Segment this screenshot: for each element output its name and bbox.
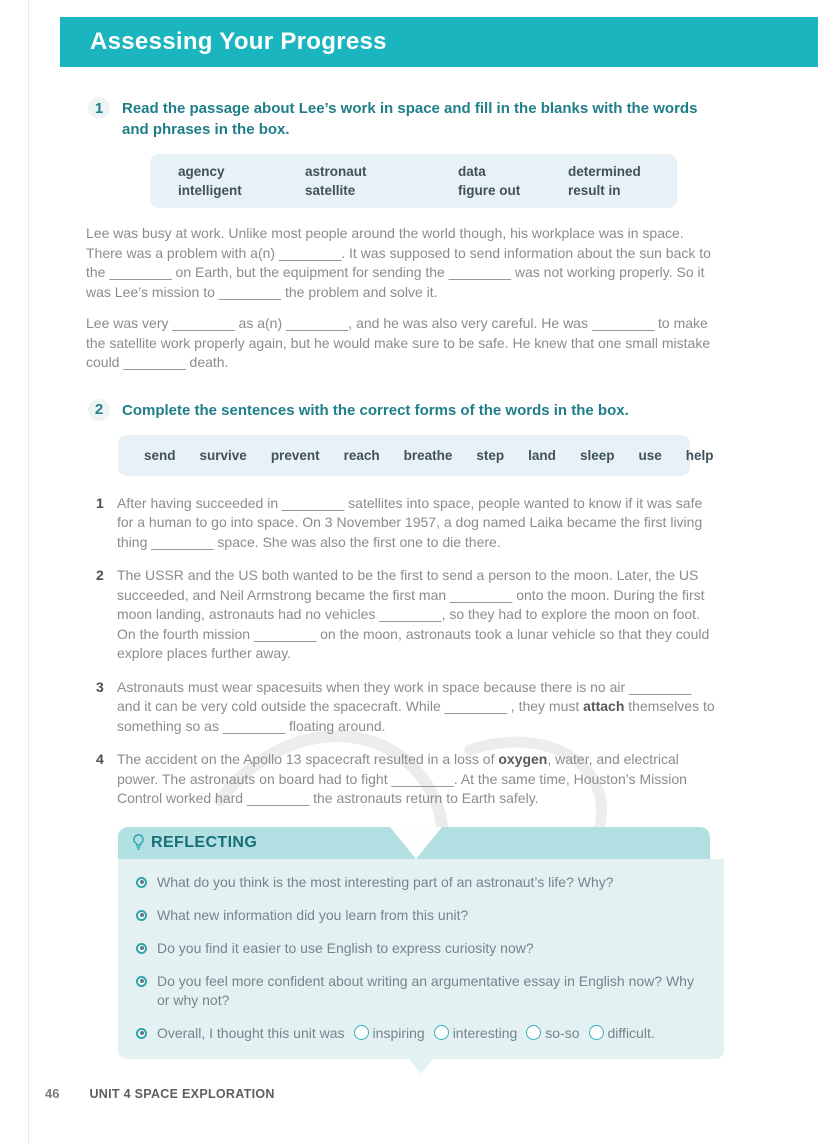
bullet-icon	[136, 1028, 147, 1039]
word-box-word: result in	[568, 183, 621, 198]
exercise-1-number: 1	[88, 97, 110, 119]
exercise-1	[0, 97, 818, 373]
bullet-dot	[140, 946, 144, 950]
exercise-2-number: 2	[88, 399, 110, 421]
bullet-text	[157, 873, 614, 892]
bullet-icon	[136, 976, 147, 987]
bullet-dot	[140, 979, 144, 983]
word-box-word: breathe	[403, 447, 453, 463]
bullet-text	[157, 906, 468, 925]
item-text-segment: After having succeeded in ________ satellites into space, people wanted to know if it was safe for a human to go into space. On 3 November 1957, a dog named Laika became the first living thing ________ space. She was also the first one to die there.	[117, 494, 703, 550]
page-title: Assessing Your Progress	[90, 28, 387, 55]
book-notch-decoration	[390, 827, 442, 859]
reflecting-bullet	[136, 972, 706, 1010]
word-box-word: prevent	[270, 447, 320, 463]
reflecting-body	[118, 859, 724, 1059]
word-box-column	[458, 162, 568, 200]
reflecting-bullet	[136, 939, 706, 958]
word-box-column	[568, 162, 677, 200]
bullet-icon	[136, 910, 147, 921]
bullet-question: Overall, I thought this unit was	[157, 1024, 345, 1041]
reflecting-bullet	[136, 873, 706, 892]
exercise-1-header	[88, 97, 738, 140]
word-box-word: send	[144, 447, 176, 463]
radio-option-difficult[interactable]	[589, 1025, 604, 1040]
page-content	[0, 67, 818, 1074]
unit-label: UNIT 4 SPACE EXPLORATION	[89, 1087, 275, 1101]
exercise-item	[96, 678, 718, 737]
bullet-text	[157, 1024, 655, 1043]
radio-option-so-so[interactable]	[526, 1025, 541, 1040]
word-box-column	[305, 162, 458, 200]
word-box-word: sleep	[579, 447, 615, 463]
exercise-1-word-box	[150, 154, 677, 208]
word-box-word: step	[476, 447, 505, 463]
exercise-item	[96, 494, 718, 553]
word-box-word: agency	[178, 164, 225, 179]
item-text	[117, 750, 718, 809]
word-box-word: survive	[199, 447, 247, 463]
bullet-question: Do you find it easier to use English to express curiosity now?	[157, 939, 534, 956]
bullet-icon	[136, 877, 147, 888]
page-footer	[45, 1086, 275, 1101]
exercise-2-header	[88, 399, 738, 421]
exercise-item	[96, 566, 718, 664]
exercise-2-instruction: Complete the sentences with the correct forms of the words in the box.	[122, 401, 629, 419]
word-box-word: land	[528, 447, 556, 463]
bold-word: oxygen	[498, 751, 548, 767]
item-number: 3	[96, 678, 104, 695]
word-box-word: intelligent	[178, 183, 242, 198]
radio-option-label: so-so	[545, 1024, 580, 1041]
item-text-segment: The accident on the Apollo 13 spacecraft resulted in a loss of	[117, 751, 499, 767]
item-text-segment: The USSR and the US both wanted to be the first to send a person to the moon. Later, the US succeeded, and Neil Armstrong became the first man ________ onto the moon. During the first moon landing, astronauts had no vehicles ________, so they had to explore the moon on foot. On the fourth mission ________ on the moon, astronauts took a lunar vehicle so that they could explore places further away.	[117, 567, 710, 661]
radio-option-label: inspiring	[372, 1024, 425, 1041]
item-text	[117, 566, 718, 664]
word-box-word: astronaut	[305, 164, 367, 179]
book-tail-decoration	[409, 1059, 433, 1074]
exercise-item	[96, 750, 718, 809]
word-box-column	[178, 162, 305, 200]
reflecting-title: REFLECTING	[151, 833, 258, 851]
item-text-segment: , water, and electrical power. The astronauts on board had to fight ________. At the same time, Houston’s Mission Control worked hard ________ the astronauts return to Earth safely.	[117, 751, 687, 806]
bullet-question: What do you think is the most interesting part of an astronaut’s life? Why?	[157, 873, 614, 890]
exercise-1-instruction: Read the passage about Lee’s work in space and fill in the blanks with the words and phrases in the box.	[122, 100, 698, 138]
bullet-dot	[140, 1031, 144, 1035]
radio-option-interesting[interactable]	[434, 1025, 449, 1040]
word-box-word: use	[638, 447, 662, 463]
page-banner	[60, 17, 818, 67]
item-number: 4	[96, 751, 104, 767]
reflecting-panel	[118, 827, 724, 1074]
word-box-word: determined	[568, 164, 641, 179]
reflecting-bullet	[136, 1024, 706, 1043]
item-text-segment: themselves to something so as ________ floating around.	[117, 698, 715, 734]
word-box-word: reach	[343, 447, 380, 463]
bullet-question: What new information did you learn from this unit?	[157, 906, 469, 923]
bullet-icon	[136, 943, 147, 954]
reflecting-header	[118, 827, 710, 859]
exercise-2	[0, 399, 818, 809]
bullet-text	[157, 939, 534, 958]
exercise-1-passage	[86, 224, 718, 373]
bold-word: attach	[583, 698, 625, 714]
bullet-text	[157, 972, 706, 1010]
bullet-dot	[140, 880, 144, 884]
bullet-dot	[140, 913, 144, 917]
exercise-2-items	[96, 494, 718, 809]
bullet-question: Do you feel more confident about writing an argumentative essay in English now? Why or why not?	[157, 972, 694, 1008]
radio-option-inspiring[interactable]	[354, 1025, 369, 1040]
radio-option-label: interesting	[452, 1024, 518, 1041]
word-box-word: help	[685, 447, 714, 463]
item-number: 1	[96, 494, 104, 511]
word-box-word: data	[458, 164, 486, 179]
radio-option-label: difficult.	[607, 1024, 655, 1041]
word-box-word: satellite	[305, 183, 356, 198]
page-number: 46	[45, 1086, 60, 1101]
passage-paragraph: Lee was very ________ as a(n) ________, and he was also very careful. He was ________ to make the satellite work properly again, but he would make sure to be safe. He knew that one small mistake could ________ death.	[86, 315, 711, 370]
item-text	[117, 494, 718, 553]
item-text-segment: Astronauts must wear spacesuits when they work in space because there is no air ________ and it can be very cold outside the spacecraft. While ________ , they must	[117, 678, 692, 714]
item-text	[117, 678, 718, 737]
passage-paragraph: Lee was busy at work. Unlike most people around the world though, his workplace was in space. There was a problem with a(n) ________. It was supposed to send information about the sun back to the ________ on Earth, but the equipment for sending the ________ was not working properly. So it was Lee’s mission to ________ the problem and solve it.	[86, 225, 711, 300]
exercise-2-word-box	[118, 435, 714, 476]
item-number: 2	[96, 567, 104, 583]
reflecting-bullet	[136, 906, 706, 925]
word-box-word: figure out	[458, 183, 521, 198]
lightbulb-icon	[130, 833, 147, 852]
